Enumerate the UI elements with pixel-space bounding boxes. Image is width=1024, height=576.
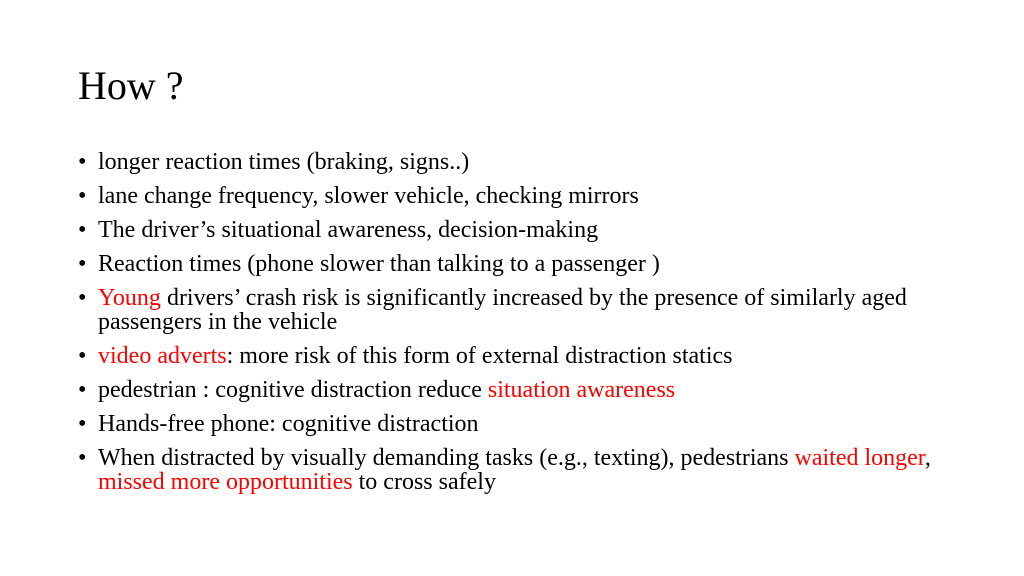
highlighted-text: missed more opportunities bbox=[98, 469, 353, 495]
bullet-text: Reaction times (phone slower than talking to a passenger ) bbox=[98, 251, 660, 277]
bullet-point-icon: • bbox=[78, 343, 87, 369]
bullet-text: pedestrian : cognitive distraction reduce bbox=[98, 377, 488, 403]
bullet-point-icon: • bbox=[78, 217, 87, 243]
bullet-list bbox=[78, 150, 938, 504]
bullet-text: When distracted by visually demanding tasks (e.g., texting), pedestrians bbox=[98, 445, 795, 471]
bullet-point-icon: • bbox=[78, 251, 87, 277]
bullet-text: lane change frequency, slower vehicle, checking mirrors bbox=[98, 183, 639, 209]
bullet-point-icon: • bbox=[78, 411, 87, 437]
bullet-item bbox=[78, 412, 938, 436]
bullet-point-icon: • bbox=[78, 149, 87, 175]
bullet-text: Hands-free phone: cognitive distraction bbox=[98, 411, 479, 437]
bullet-text: to cross safely bbox=[352, 469, 496, 495]
bullet-item bbox=[78, 150, 938, 174]
bullet-item bbox=[78, 184, 938, 208]
bullet-text: The driver’s situational awareness, decision-making bbox=[98, 217, 599, 243]
slide-title: How ? bbox=[78, 63, 184, 108]
highlighted-text: Young bbox=[98, 285, 161, 311]
highlighted-text: situation awareness bbox=[487, 377, 676, 403]
bullet-text: , bbox=[924, 445, 931, 471]
bullet-point-icon: • bbox=[78, 285, 87, 311]
bullet-text: longer reaction times (braking, signs..) bbox=[98, 149, 470, 175]
bullet-point-icon: • bbox=[78, 445, 87, 471]
bullet-item bbox=[78, 252, 938, 276]
highlighted-text: waited longer bbox=[794, 445, 925, 471]
bullet-point-icon: • bbox=[78, 183, 87, 209]
bullet-item bbox=[78, 378, 938, 402]
highlighted-text: video adverts bbox=[98, 343, 227, 369]
bullet-point-icon: • bbox=[78, 377, 87, 403]
bullet-text: : more risk of this form of external distraction statics bbox=[226, 343, 733, 369]
bullet-item bbox=[78, 286, 938, 334]
bullet-item bbox=[78, 344, 938, 368]
bullet-item bbox=[78, 218, 938, 242]
bullet-item bbox=[78, 446, 938, 494]
bullet-text: drivers’ crash risk is significantly increased by the presence of similarly aged passengers in the vehicle bbox=[98, 285, 907, 335]
